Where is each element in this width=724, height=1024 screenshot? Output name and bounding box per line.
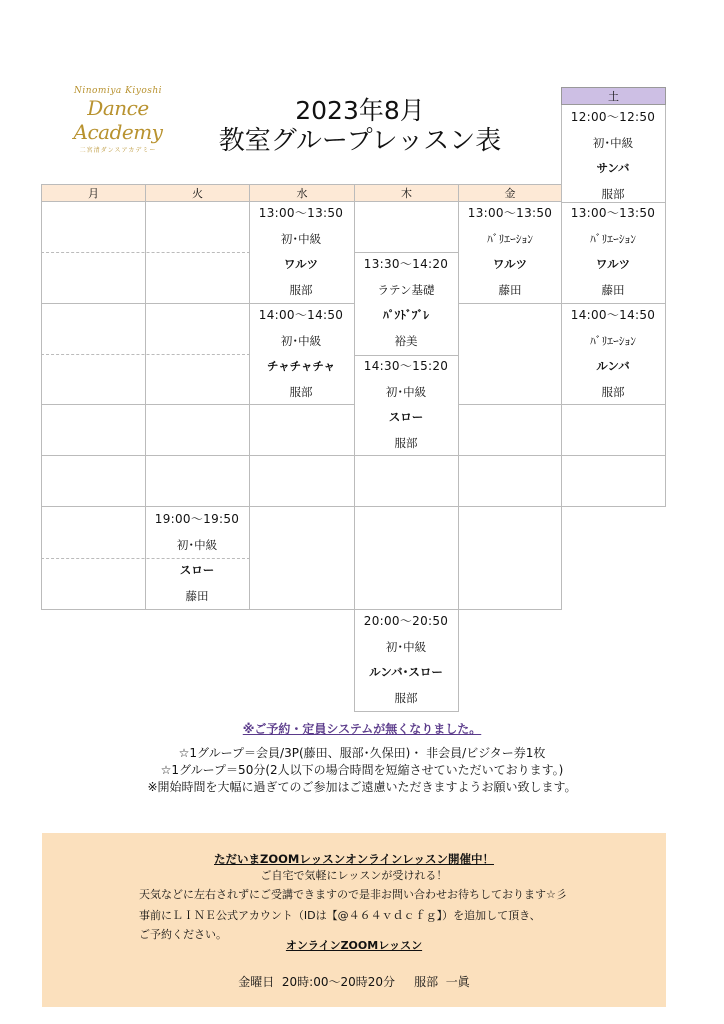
day-header-mon: 月 [41,184,146,202]
online-schedule: 金曜日 20時:00～20時20分 服部 一眞 [238,975,470,989]
grid-cell [249,455,355,507]
logo-main-text: Dance Academy [73,96,163,144]
lesson-teacher: 藤田 [185,589,209,604]
online-subheading: オンラインZOOMレッスン [285,939,423,952]
lesson-dance: ワルツ [283,257,319,272]
lesson-level: 初･中級 [385,384,427,399]
lesson-level: ﾊﾞﾘｴｰｼｮﾝ [590,231,636,246]
page-title-month: 2023年8月 [295,96,425,125]
lesson-teacher: 服部 [601,187,625,202]
note-line: ☆1グループ＝50分(2人以下の場合時間を短縮させていただいております。) [160,763,564,777]
grid-cell [458,506,562,610]
grid-cell [41,455,146,507]
day-header-wed: 水 [249,184,355,202]
lesson-teacher: 服部 [289,283,313,298]
grid-cell [249,506,355,610]
dashed-divider [41,252,250,253]
grid-cell [354,506,459,610]
lesson-dance: チャチャチャ [267,359,335,374]
lesson-level: ラテン基礎 [377,282,435,297]
lesson-dance: サンバ [596,161,630,176]
lesson-time: 13:30～14:20 [363,257,449,271]
lesson-wed-1400[interactable] [249,303,353,406]
grid-cell [458,455,562,507]
lesson-sat-1300[interactable] [561,201,665,304]
lesson-teacher: 服部 [394,436,418,451]
lesson-level: 初･中級 [176,537,218,552]
lesson-level: 初･中級 [280,231,322,246]
lesson-time: 20:00～20:50 [363,614,449,628]
lesson-teacher: 藤田 [498,283,522,298]
grid-cell [145,404,250,456]
lesson-dance: ワルツ [492,257,528,272]
online-line-4: ご予約ください。 [139,928,227,941]
lesson-level: 初･中級 [592,135,634,150]
lesson-time: 12:00～12:50 [570,110,656,124]
lesson-time: 14:30～15:20 [363,359,449,373]
lesson-level: 初･中級 [280,333,322,348]
note-line: ※開始時間を大幅に過ぎてのご参加はご遠慮いただきますようお願い致します。 [147,780,577,794]
lesson-time: 14:00～14:50 [570,308,656,322]
logo-sub-text: 二宮清ダンスアカデミー [79,147,157,154]
lesson-thu-2000[interactable] [354,609,458,712]
day-header-fri: 金 [458,184,562,202]
grid-cell [249,404,355,456]
grid-cell [354,202,459,253]
lesson-level: 初･中級 [385,639,427,654]
online-heading: ただいまZOOMレッスンオンラインレッスン開催中！ [214,852,494,866]
academy-logo [58,86,178,154]
grid-cell [354,455,459,507]
grid-cell [41,202,146,304]
online-line-3: 事前にＬＩＮＥ公式アカウント（IDは【@４６４ｖｄｃｆｇ】）を追加して頂き、 [139,909,541,922]
lesson-wed-1300[interactable] [249,201,353,304]
lesson-time: 13:00～13:50 [258,206,344,220]
notice-title: ※ご予約・定員システムが無くなりました。 [242,722,482,736]
lesson-teacher: 裕美 [394,334,418,349]
lesson-teacher: 服部 [601,385,625,400]
grid-cell [561,455,666,507]
grid-cell [145,455,250,507]
online-line-1: ご自宅で気軽にレッスンが受けれる！ [260,869,448,882]
lesson-teacher: 藤田 [601,283,625,298]
lesson-teacher: 服部 [394,691,418,706]
lesson-dance: スロー [179,563,215,578]
note-line: ☆1グループ＝会員/3P(藤田、服部･久保田)・ 非会員/ビジター券1枚 [178,746,546,760]
online-lesson-panel [42,833,666,1007]
lesson-time: 13:00～13:50 [570,206,656,220]
online-line-2: 天気などに左右されずにご受講できますので是非お問い合わせお待ちしております☆彡 [139,888,567,901]
lesson-time: 13:00～13:50 [467,206,553,220]
lesson-fri-1300[interactable] [458,201,562,304]
lesson-dance: ルンバ･スロー [369,665,443,680]
page-title: 教室グループレッスン表 [218,126,502,156]
lesson-dance: ルンバ [596,359,630,374]
grid-cell [458,404,562,456]
day-header-sat: 土 [561,87,666,105]
grid-cell [561,404,666,456]
lesson-sat-1200[interactable] [561,105,665,208]
lesson-level: ﾊﾞﾘｴｰｼｮﾝ [590,333,636,348]
lesson-dance: スロー [388,410,424,425]
dashed-divider [41,354,250,355]
grid-cell [41,404,146,456]
lesson-time: 14:00～14:50 [258,308,344,322]
lesson-dance: ﾊﾟｿﾄﾞﾌﾞﾚ [383,308,429,323]
lesson-time: 19:00～19:50 [154,512,240,526]
lesson-dance: ワルツ [595,257,631,272]
lesson-level: ﾊﾞﾘｴｰｼｮﾝ [487,231,533,246]
lesson-tue-1900[interactable] [145,507,249,610]
day-header-thu: 木 [354,184,459,202]
notes-block [0,745,724,796]
lesson-sat-1400[interactable] [561,303,665,406]
logo-top-text: Ninomiya Kiyoshi [73,86,163,96]
grid-cell [145,202,250,304]
lesson-thu-1330[interactable] [354,252,458,355]
lesson-teacher: 服部 [289,385,313,400]
lesson-thu-1430[interactable] [354,354,458,457]
grid-cell [458,303,562,405]
day-header-tue: 火 [145,184,250,202]
